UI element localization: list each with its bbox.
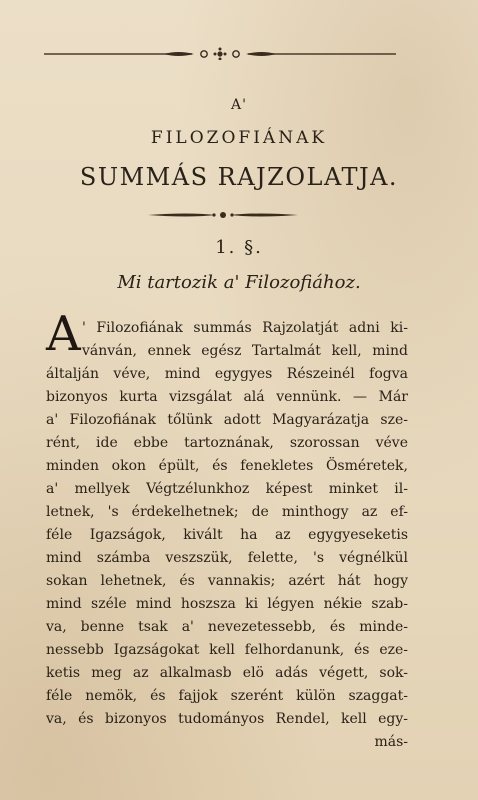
body-line: letnek, 's érdekelhetnek; de minthogy az ef- — [46, 504, 408, 520]
body-line: általján véve, mind egygyes Részeinél fogva — [46, 366, 408, 382]
header-subject: FILOZOFIÁNAK — [150, 128, 328, 148]
body-line: ' Filozofiának summás Rajzolatját adni ki- — [82, 320, 408, 336]
body-line: vánván, ennek egész Tartalmát kell, mind — [82, 343, 408, 359]
top-ornament-rule — [44, 46, 396, 60]
body-line: nessebb Igazságokat kell felhordanunk, és eze- — [46, 642, 408, 658]
header-article: A' — [231, 97, 247, 113]
body-line: va, benne tsak a' nevezetessebb, és minde- — [46, 619, 408, 635]
ornament-divider — [148, 210, 298, 220]
body-line: bizonyos kurta vizsgálat alá vennünk. — Már — [46, 389, 408, 405]
body-line: va, és bizonyos tudományos Rendel, kell egy- — [46, 711, 408, 727]
body-line: mind számba veszszük, felette, 's végnélkül — [46, 550, 408, 566]
section-number: 1. §. — [215, 237, 263, 258]
body-paragraph — [46, 317, 408, 754]
body-line: rént, ide ebbe tartoznának, szorossan véve — [46, 435, 408, 451]
section-title: Mi tartozik a' Filozofiához. — [117, 272, 361, 293]
drop-cap: A — [46, 306, 81, 362]
catchword: más- — [374, 734, 408, 750]
body-line: minden okon épült, és fenekletes Ösméretek, — [46, 458, 408, 474]
body-line: mind széle mind hoszsza ki légyen nékie szab- — [46, 596, 408, 612]
page-title: SUMMÁS RAJZOLATJA. — [79, 163, 399, 191]
body-line: a' mellyek Végtzélunkhoz képest minket il- — [46, 481, 408, 497]
body-line: a' Filozofiának tőlünk adott Magyarázatja sze- — [46, 412, 408, 428]
body-line: sokan lehetnek, és vannakis; azért hát hogy — [46, 573, 408, 589]
body-line: féle Igazságok, kivált ha az egygyeseketis — [46, 527, 408, 543]
body-line: féle nemök, és fajjok szerént külön szaggat- — [46, 688, 408, 704]
body-line: ketis meg az alkalmasb elö adás végett, sok- — [46, 665, 408, 681]
